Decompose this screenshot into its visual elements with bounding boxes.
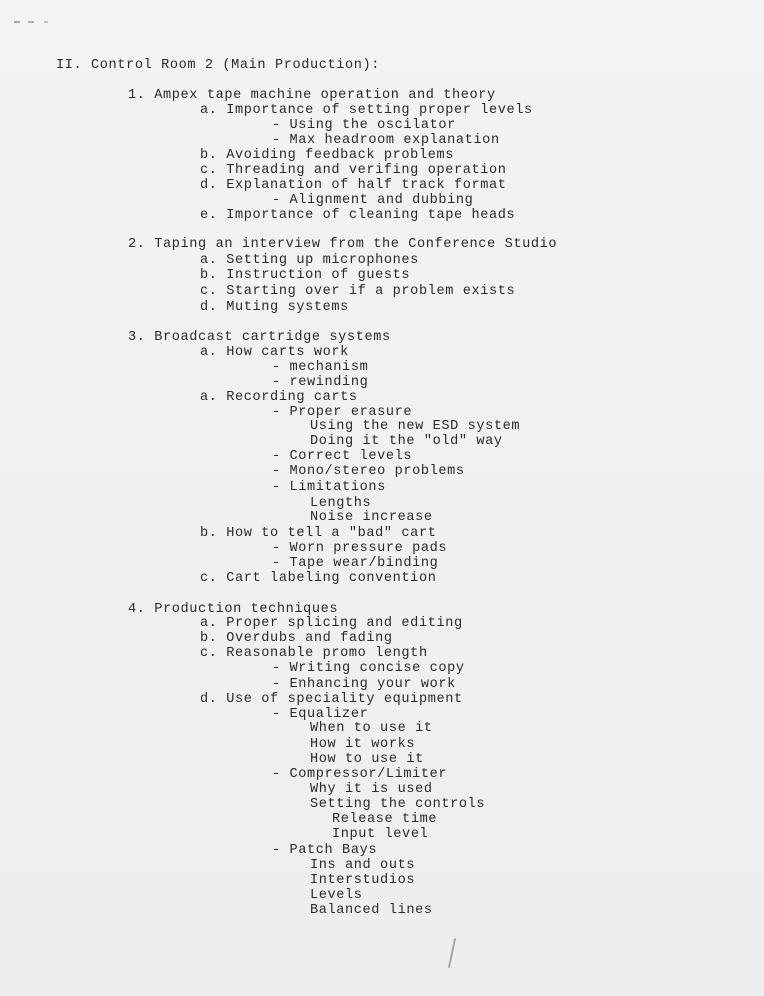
item-4d-cl-2b: Input level bbox=[332, 827, 429, 842]
item-4d-cl-1: Why it is used bbox=[310, 782, 433, 797]
item-3-title: 3. Broadcast cartridge systems bbox=[128, 330, 391, 345]
item-3b-sub2: - Tape wear/binding bbox=[272, 556, 439, 571]
item-4a: a. Proper splicing and editing bbox=[200, 616, 463, 631]
item-4c-sub1: - Writing concise copy bbox=[272, 661, 465, 676]
item-4d-patchbays: - Patch Bays bbox=[272, 843, 378, 858]
item-4d-pb-4: Balanced lines bbox=[310, 903, 433, 918]
item-2b: b. Instruction of guests bbox=[200, 268, 411, 283]
item-1a-sub1: - Using the oscilator bbox=[272, 118, 456, 133]
item-3r-sub4: - Limitations bbox=[272, 480, 386, 495]
item-4d-cl-2a: Release time bbox=[332, 812, 438, 827]
item-4c-sub2: - Enhancing your work bbox=[272, 677, 456, 692]
item-4d: d. Use of speciality equipment bbox=[200, 692, 463, 707]
item-3r-sub2: - Correct levels bbox=[272, 449, 413, 464]
item-4d-eq-3: How to use it bbox=[310, 752, 424, 767]
item-3a-sub2: - rewinding bbox=[272, 375, 369, 390]
item-4c: c. Reasonable promo length bbox=[200, 646, 428, 661]
item-3r-sub1: - Proper erasure bbox=[272, 405, 413, 420]
item-1b: b. Avoiding feedback problems bbox=[200, 148, 454, 163]
item-1c: c. Threading and verifing operation bbox=[200, 163, 507, 178]
item-3a-sub1: - mechanism bbox=[272, 360, 369, 375]
item-1-title: 1. Ampex tape machine operation and theory bbox=[128, 88, 496, 103]
item-3c: c. Cart labeling convention bbox=[200, 571, 437, 586]
item-3b-sub1: - Worn pressure pads bbox=[272, 541, 448, 556]
item-2-title: 2. Taping an interview from the Conference Studio bbox=[128, 237, 558, 252]
item-1a: a. Importance of setting proper levels bbox=[200, 103, 533, 118]
item-4d-pb-3: Levels bbox=[310, 888, 363, 903]
item-1d-sub1: - Alignment and dubbing bbox=[272, 193, 474, 208]
pen-stroke-mark bbox=[448, 938, 456, 968]
item-4d-eq-1: When to use it bbox=[310, 721, 433, 736]
item-1d: d. Explanation of half track format bbox=[200, 178, 507, 193]
item-1e: e. Importance of cleaning tape heads bbox=[200, 208, 516, 223]
item-4d-equalizer: - Equalizer bbox=[272, 707, 369, 722]
item-4d-cl-2: Setting the controls bbox=[310, 797, 486, 812]
item-4d-eq-2: How it works bbox=[310, 737, 416, 752]
item-4d-compressor: - Compressor/Limiter bbox=[272, 767, 448, 782]
item-4d-pb-2: Interstudios bbox=[310, 873, 416, 888]
item-4d-pb-1: Ins and outs bbox=[310, 858, 416, 873]
item-3a: a. How carts work bbox=[200, 345, 349, 360]
item-2a: a. Setting up microphones bbox=[200, 253, 419, 268]
item-3r-sub3: - Mono/stereo problems bbox=[272, 464, 465, 479]
item-3r-sub4b: Noise increase bbox=[310, 510, 433, 525]
pencil-mark bbox=[14, 21, 66, 23]
section-heading: II. Control Room 2 (Main Production): bbox=[56, 58, 381, 73]
item-2c: c. Starting over if a problem exists bbox=[200, 284, 516, 299]
item-4-title: 4. Production techniques bbox=[128, 602, 339, 617]
item-3r-sub4a: Lengths bbox=[310, 496, 372, 511]
item-4b: b. Overdubs and fading bbox=[200, 631, 393, 646]
item-3b: b. How to tell a "bad" cart bbox=[200, 526, 437, 541]
item-2d: d. Muting systems bbox=[200, 300, 349, 315]
item-1a-sub2: - Max headroom explanation bbox=[272, 133, 500, 148]
item-3a-recording: a. Recording carts bbox=[200, 390, 358, 405]
item-3r-sub1b: Doing it the "old" way bbox=[310, 434, 503, 449]
item-3r-sub1a: Using the new ESD system bbox=[310, 419, 521, 434]
